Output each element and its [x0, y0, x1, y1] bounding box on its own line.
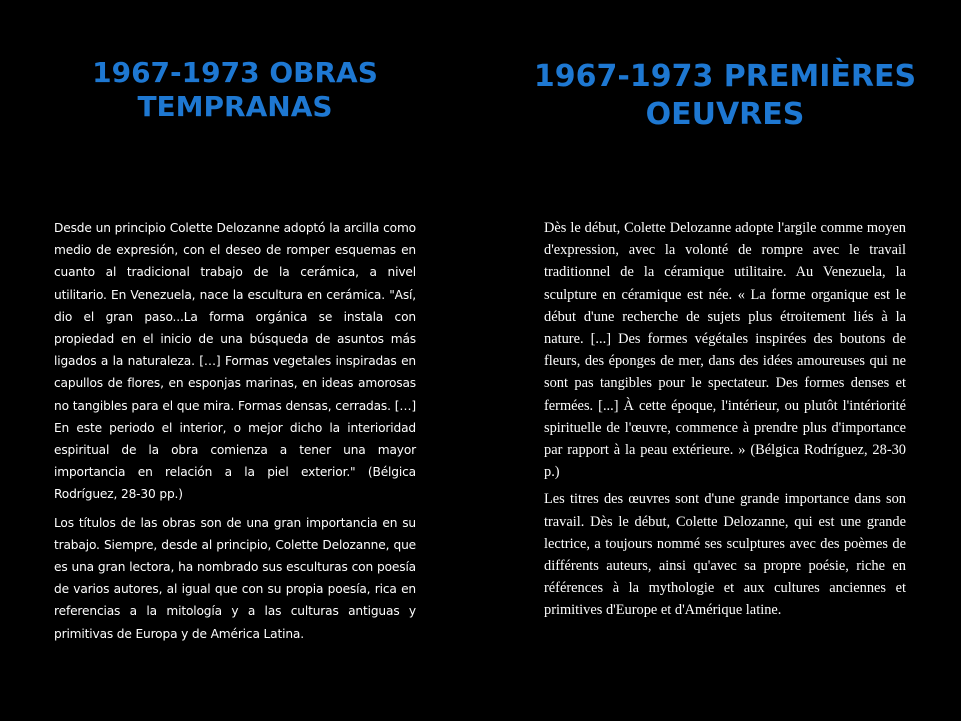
- french-title: 1967-1973 PREMIÈRES OEUVRES: [533, 59, 917, 132]
- spanish-paragraph-1: Desde un principio Colette Delozanne adoptó la arcilla como medio de expresión, con el deseo de romper esquemas en cuanto al tradicional trabajo de la cerámica, a nivel utilitario. En Venezuela, nace la escultura en cerámica. "Así, dio el gran paso...La forma orgánica se instala con propiedad en el inicio de una búsqueda de asuntos más ligados a la naturaleza. […] Formas vegetales inspiradas en capullos de flores, en esponjas marinas, en ideas amorosas no tangibles para el que mira. Formas densas, cerradas. […] En este periodo el interior, o mejor dicho la interioridad espiritual de la obra comienza a tener una mayor importancia en relación a la piel exterior." (Bélgica Rodríguez, 28-30 pp.): [54, 221, 416, 502]
- french-paragraph-2: Les titres des œuvres sont d'une grande importance dans son travail. Dès le début, Colette Delozanne, qui est une grande lectrice, a toujours nommé ses sculptures avec des poèmes de différents auteurs, ainsi qu'avec sa propre poésie, riche en références à la mythologie et aux cultures anciennes et primitives d'Europe et d'Amérique latine.: [544, 491, 906, 619]
- french-paragraph-1: Dès le début, Colette Delozanne adopte l'argile comme moyen d'expression, avec la volonté de rompre avec le travail traditionnel de la céramique utilitaire. Au Venezuela, la sculpture en céramique est née. « La forme organique est le début d'une recherche de sujets plus étroitement liés à la nature. [...] Des formes végétales inspirées des boutons de fleurs, des éponges de mer, dans des idées amoureuses qui ne sont pas tangibles pour le spectateur. Des formes denses et fermées. [...] À cette époque, l'intérieur, ou plutôt l'intériorité spirituelle de l'œuvre, commence à prendre plus d'importance par rapport à la peau extérieure. » (Bélgica Rodríguez, 28-30 p.): [544, 220, 906, 481]
- spanish-paragraph-2: Los títulos de las obras son de una gran importancia en su trabajo. Siempre, desde al principio, Colette Delozanne, que es una gran lectora, ha nombrado sus esculturas con poesía de varios autores, al igual que con su propia poesía, rica en referencias a la mitología y a las culturas antiguas y primitivas de Europa y de América Latina.: [54, 515, 416, 641]
- spanish-title: 1967-1973 OBRAS TEMPRANAS: [92, 56, 378, 123]
- spanish-column: [54, 217, 416, 645]
- french-column: [544, 217, 906, 622]
